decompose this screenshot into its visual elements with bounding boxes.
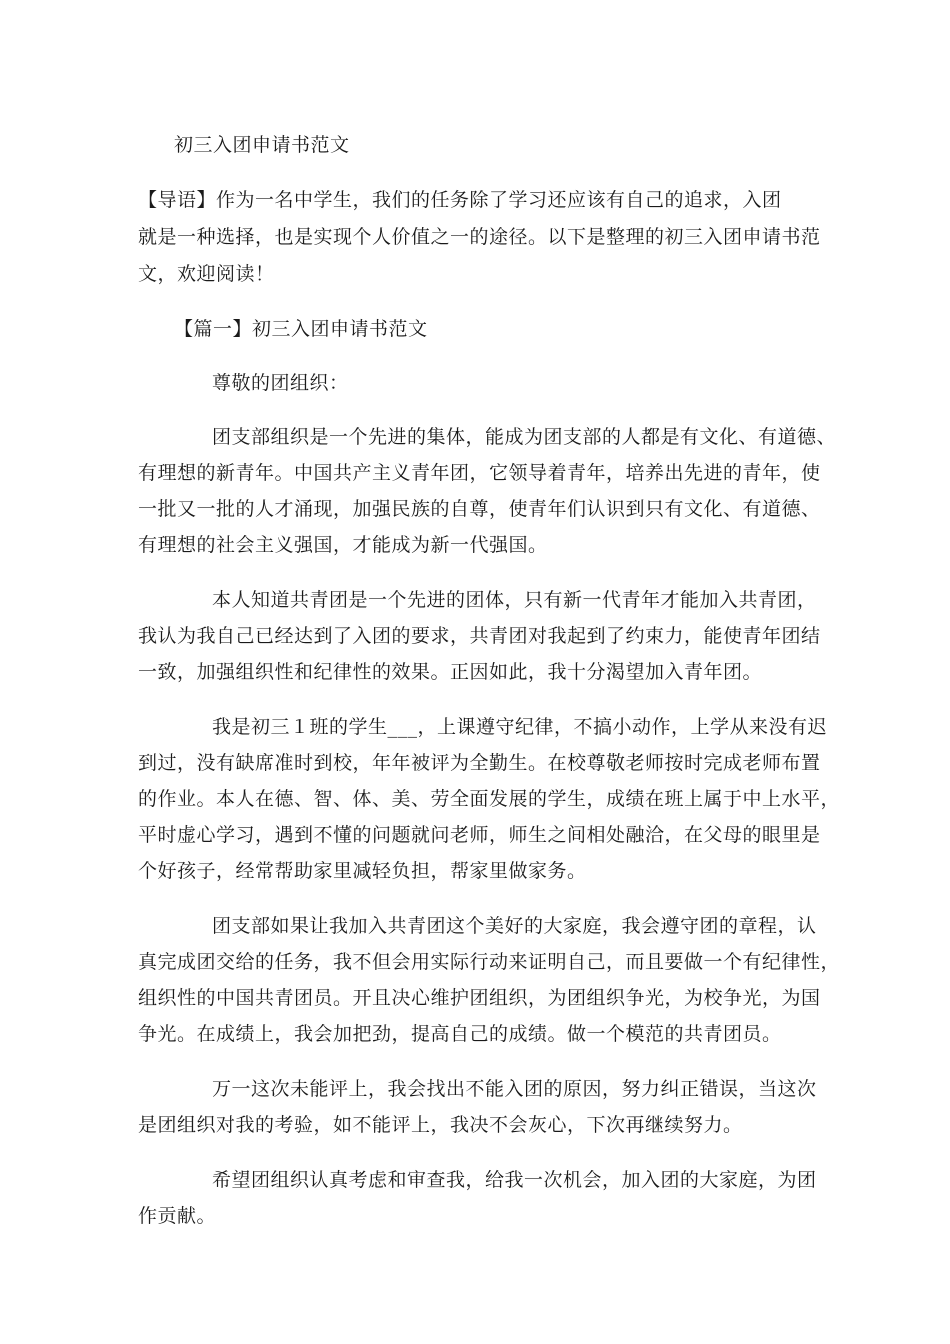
paragraph-line: 的作业。本人在德、智、体、美、劳全面发展的学生，成绩在班上属于中上水平， bbox=[138, 788, 841, 810]
paragraph-line: 一致，加强组织性和纪律性的效果。正因如此，我十分渴望加入青年团。 bbox=[138, 661, 763, 683]
paragraph-line: 是团组织对我的考验，如不能评上，我决不会灰心，下次再继续努力。 bbox=[138, 1114, 743, 1136]
paragraph-line: 组织性的中国共青团员。开且决心维护团组织，为团组织争光，为校争光，为国 bbox=[138, 987, 821, 1009]
paragraph-line: 个好孩子，经常帮助家里减轻负担，帮家里做家务。 bbox=[138, 860, 587, 882]
paragraph-line: 万一这次未能评上，我会找出不能入团的原因，努力纠正错误，当这次 bbox=[212, 1078, 817, 1100]
intro-line: 就是一种选择，也是实现个人价值之一的途径。以下是整理的初三入团申请书范 bbox=[138, 226, 821, 248]
paragraph-line: 真完成团交给的任务，我不但会用实际行动来证明自己，而且要做一个有纪律性， bbox=[138, 951, 841, 973]
paragraph-line: 我认为我自己已经达到了入团的要求，共青团对我起到了约束力，能使青年团结 bbox=[138, 625, 821, 647]
paragraph-line: 作贡献。 bbox=[138, 1205, 217, 1227]
section-heading: 【篇一】初三入团申请书范文 bbox=[174, 318, 428, 340]
intro-line: 【导语】作为一名中学生，我们的任务除了学习还应该有自己的追求，入团 bbox=[138, 189, 782, 211]
paragraph-line: 平时虚心学习，遇到不懂的问题就问老师，师生之间相处融洽，在父母的眼里是 bbox=[138, 824, 821, 846]
paragraph-line: 本人知道共青团是一个先进的团体，只有新一代青年才能加入共青团， bbox=[212, 589, 817, 611]
paragraph-line: 到过，没有缺席准时到校，年年被评为全勤生。在校尊敬老师按时完成老师布置 bbox=[138, 752, 821, 774]
paragraph-line: 希望团组织认真考虑和审查我，给我一次机会，加入团的大家庭，为团 bbox=[212, 1169, 817, 1191]
salutation: 尊敬的团组织： bbox=[212, 372, 349, 394]
paragraph-line: 团支部组织是一个先进的集体，能成为团支部的人都是有文化、有道德、 bbox=[212, 426, 837, 448]
paragraph-line: 一批又一批的人才涌现，加强民族的自尊，使青年们认识到只有文化、有道德、 bbox=[138, 498, 821, 520]
paragraph-line: 有理想的新青年。中国共产主义青年团，它领导着青年，培养出先进的青年，使 bbox=[138, 462, 821, 484]
document-title: 初三入团申请书范文 bbox=[174, 134, 350, 156]
intro-line: 文，欢迎阅读！ bbox=[138, 263, 275, 285]
paragraph-line: 有理想的社会主义强国，才能成为新一代强国。 bbox=[138, 534, 548, 556]
paragraph-line: 我是初三１班的学生___，上课遵守纪律，不搞小动作，上学从来没有迟 bbox=[212, 716, 828, 738]
paragraph-line: 团支部如果让我加入共青团这个美好的大家庭，我会遵守团的章程，认 bbox=[212, 915, 817, 937]
paragraph-line: 争光。在成绩上，我会加把劲，提高自己的成绩。做一个模范的共青团员。 bbox=[138, 1023, 782, 1045]
